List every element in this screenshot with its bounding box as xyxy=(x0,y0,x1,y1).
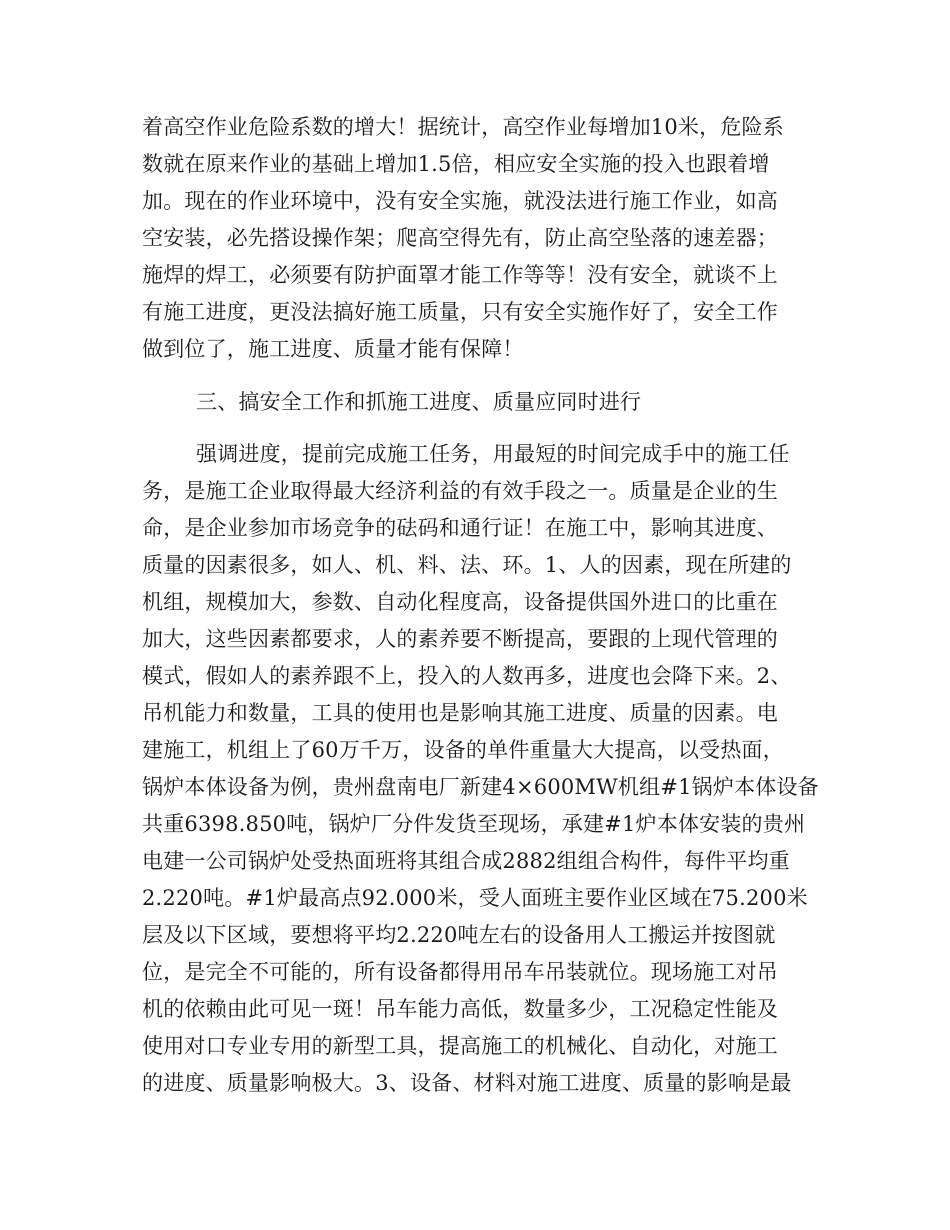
text-line: 质量的因素很多，如人、机、料、法、环。1、人的因素，现在所建的 xyxy=(142,553,792,577)
text-line: 机组，规模加大，参数、自动化程度高，设备提供国外进口的比重在 xyxy=(142,590,778,614)
text-line: 模式，假如人的素养跟不上，投入的人数再多，进度也会降下来。2、 xyxy=(142,664,792,688)
text-line: 务，是施工企业取得最大经济利益的有效手段之一。质量是企业的生 xyxy=(142,479,778,503)
text-line: 命，是企业参加市场竞争的砝码和通行证！在施工中，影响其进度、 xyxy=(142,516,778,540)
text-line: 机的依赖由此可见一斑！吊车能力高低，数量多少，工况稳定性能及 xyxy=(142,997,778,1021)
text-line: 施焊的焊工，必须要有防护面罩才能工作等等！没有安全，就谈不上 xyxy=(142,263,778,287)
text-line: 空安装，必先搭设操作架；爬高空得先有，防止高空坠落的速差器； xyxy=(142,226,778,250)
text-line: 加。现在的作业环境中，没有安全实施，就没法进行施工作业，如高 xyxy=(142,189,778,213)
text-line: 做到位了，施工进度、质量才能有保障！ xyxy=(142,337,524,361)
text-line: 的进度、质量影响极大。3、设备、材料对施工进度、质量的影响是最 xyxy=(142,1071,792,1095)
text-line: 有施工进度，更没法搞好施工质量，只有安全实施作好了，安全工作 xyxy=(142,300,778,324)
text-line: 加大，这些因素都要求，人的素养要不断提高，要跟的上现代管理的 xyxy=(142,627,778,651)
section-heading: 三、搞安全工作和抓施工进度、质量应同时进行 xyxy=(196,390,642,414)
paragraph-first-line: 强调进度，提前完成施工任务，用最短的时间完成手中的施工任 xyxy=(196,442,790,466)
text-line: 层及以下区域，要想将平均2.220吨左右的设备用人工搬运并按图就 xyxy=(142,923,776,947)
text-line: 数就在原来作业的基础上增加1.5倍，相应安全实施的投入也跟着增 xyxy=(142,152,770,176)
text-line: 位，是完全不可能的，所有设备都得用吊车吊装就位。现场施工对吊 xyxy=(142,960,778,984)
text-line: 着高空作业危险系数的增大！据统计，高空作业每增加10米，危险系 xyxy=(142,115,784,139)
text-line: 锅炉本体设备为例，贵州盘南电厂新建4×600MW机组#1锅炉本体设备 xyxy=(142,775,819,799)
text-line: 吊机能力和数量，工具的使用也是影响其施工进度、质量的因素。电 xyxy=(142,701,778,725)
text-line: 使用对口专业专用的新型工具，提高施工的机械化、自动化，对施工 xyxy=(142,1034,778,1058)
text-line: 共重6398.850吨，锅炉厂分件发货至现场，承建#1炉本体安装的贵州 xyxy=(142,812,806,836)
text-line: 电建一公司锅炉处受热面班将其组合成2882组组合构件，每件平均重 xyxy=(142,849,790,873)
text-line: 建施工，机组上了60万千万，设备的单件重量大大提高，以受热面， xyxy=(142,738,784,762)
text-line: 2.220吨。#1炉最高点92.000米，受人面班主要作业区域在75.200米 xyxy=(142,886,808,910)
